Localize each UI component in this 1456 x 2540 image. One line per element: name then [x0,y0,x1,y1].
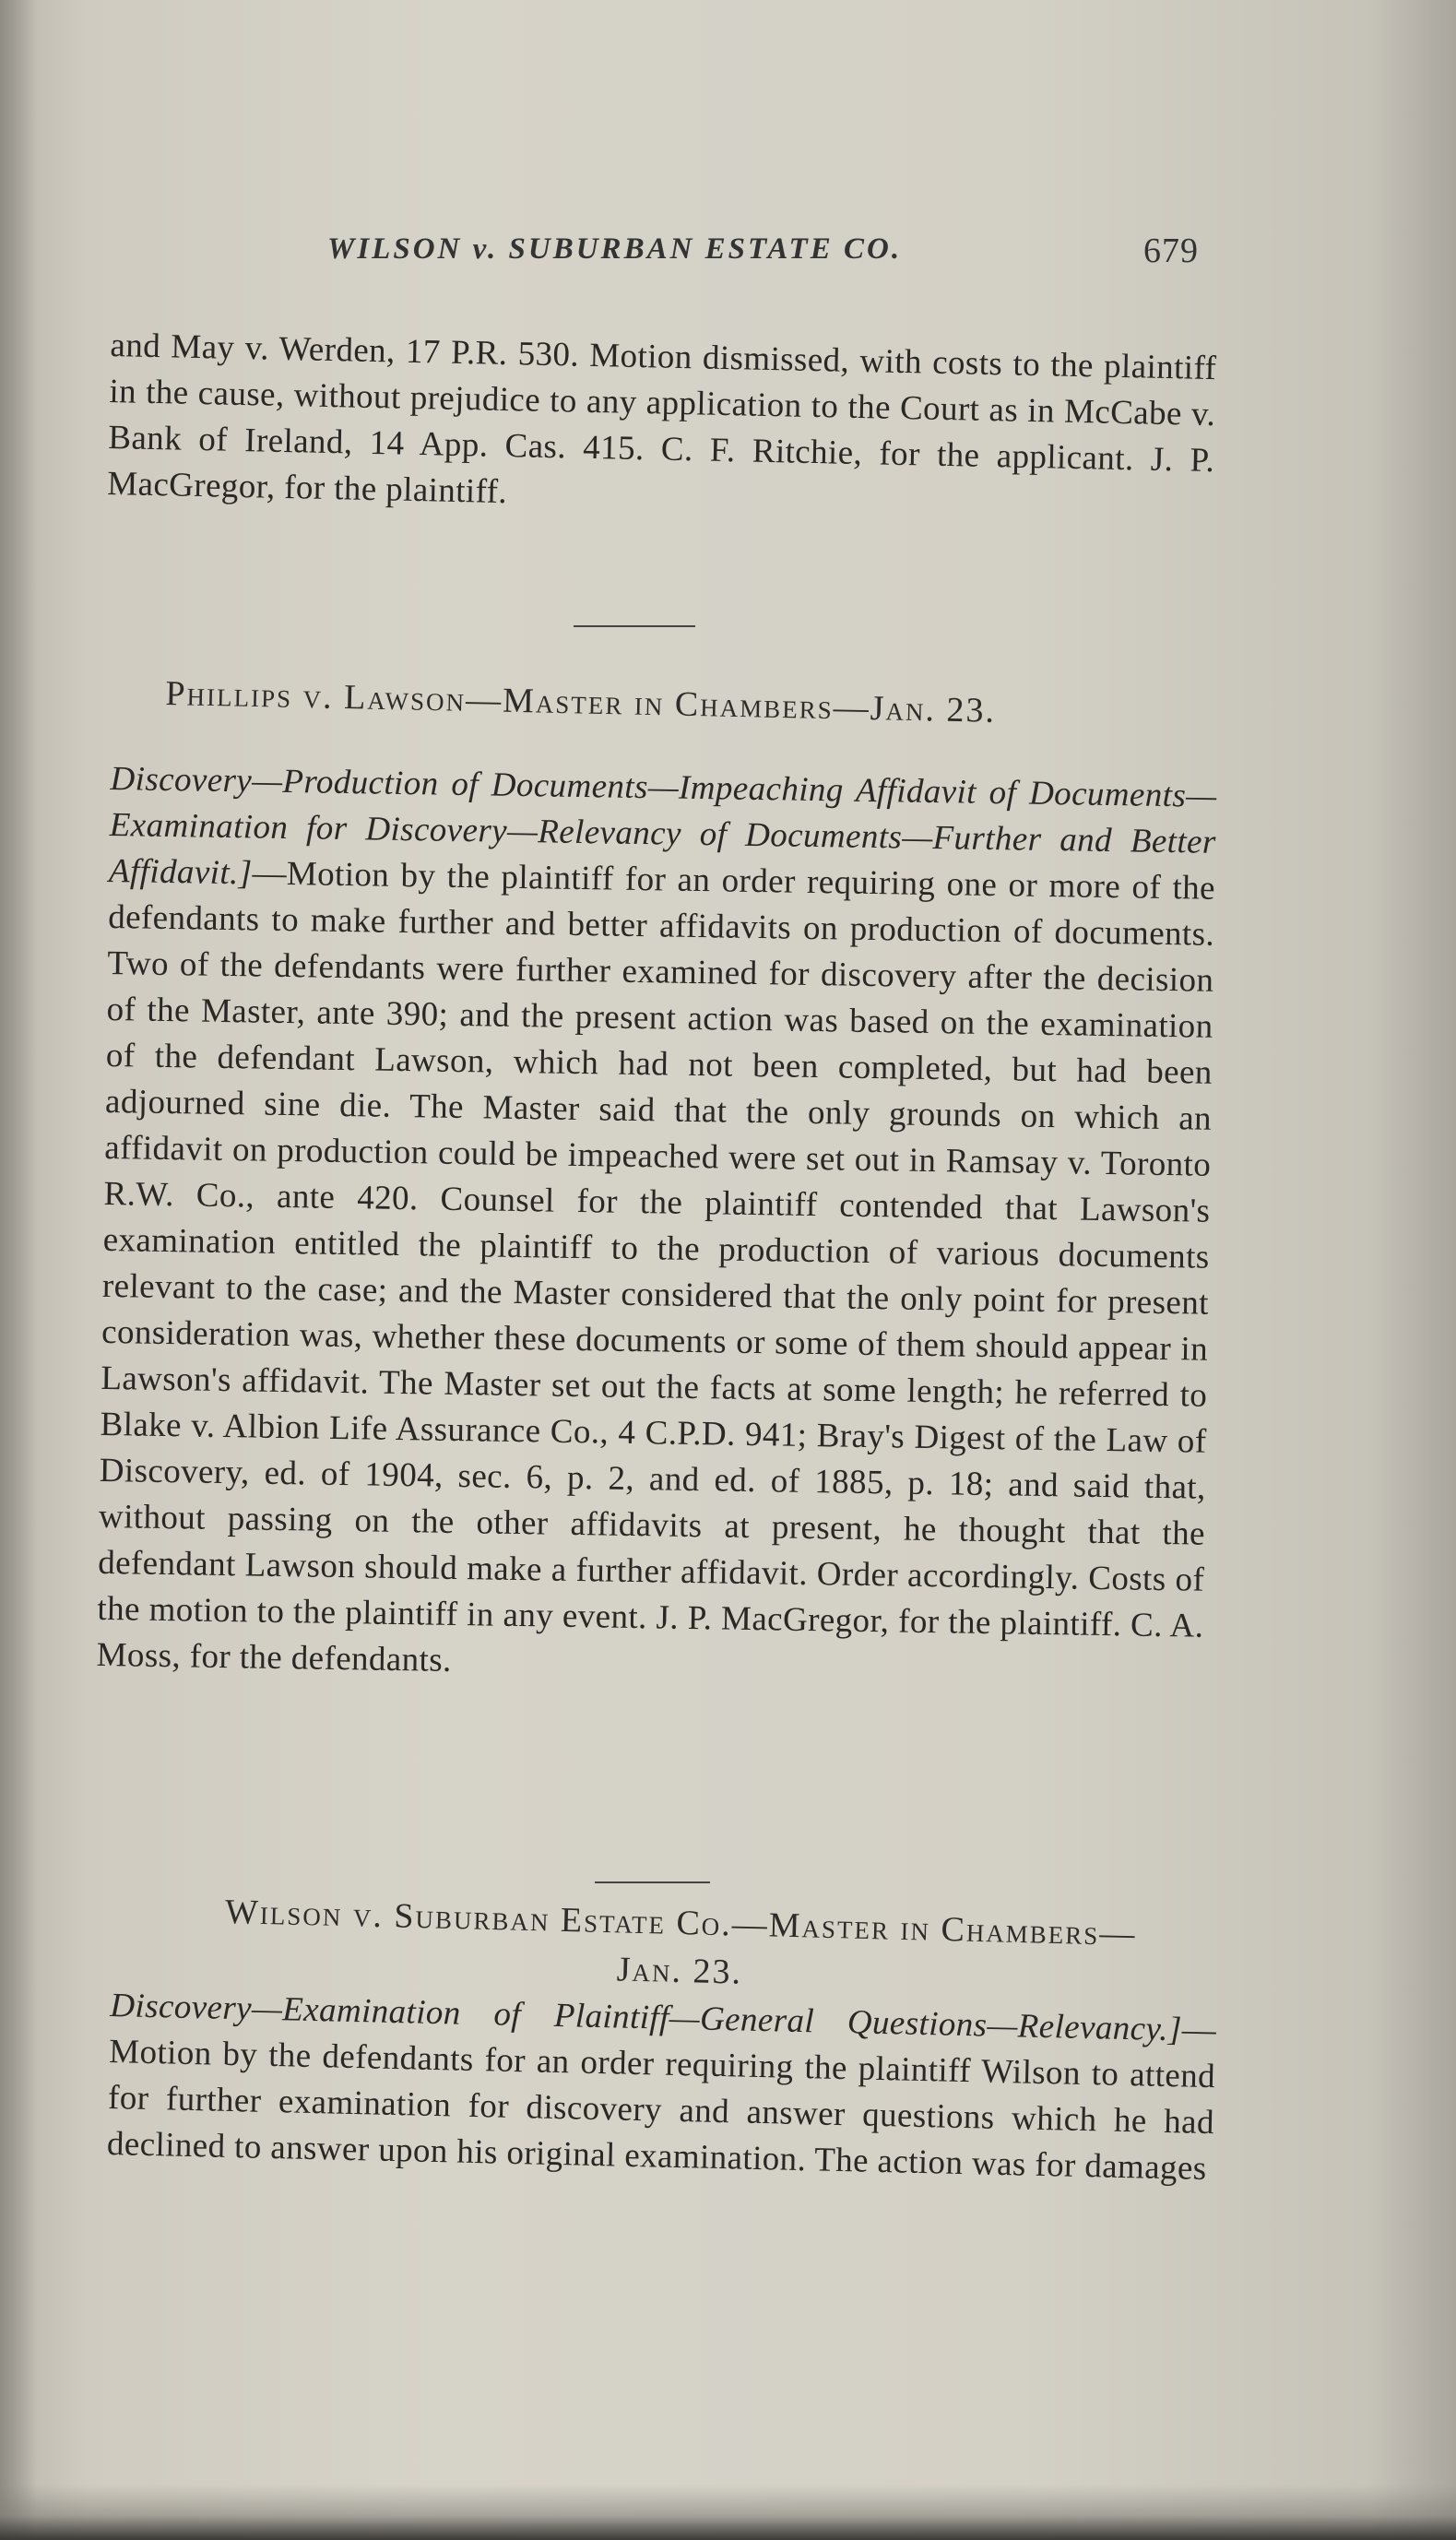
case-headnote: Discovery—Production of Documents—Impeaching Affidavit of Documents—Examination for Discovery—Relevancy of Documents—Further and Better Affidavit.] [108,759,1217,893]
case-paragraph-wilson [106,1983,1216,2192]
page-bottom-shadow [0,2485,1456,2540]
page-number: 679 [1143,231,1199,270]
case-heading-phillips: Phillips v. Lawson—Master in Chambers—Jan. 23. [165,673,997,730]
case-body: —Motion by the defendants for an order requiring the plaintiff Wilson to attend for further examination for discovery and answer questions which he had declined to answer upon his original examination. The action was for damages [106,2011,1217,2189]
case-heading-wilson [148,1849,1212,2008]
case-text [106,1983,1216,2192]
case-headnote: Discovery—Examination of Plaintiff—General Questions—Relevancy.] [109,1986,1183,2049]
page-gutter-shadow [0,0,37,2540]
running-head: WILSON v. SUBURBAN ESTATE CO. [327,232,903,266]
case-body: —Motion by the plaintiff for an order requiring one or more of the defendants to make further and better affidavits on production of documents. Two of the defendants were further examined for discovery after the decision of the Master, ante 390; and the present action was based on the examination of the defendant Lawson, which had not been completed, but had been adjourned sine die. The Master said that the only grounds on which an affidavit on production could be impeached were set out in Ramsay v. Toronto R.W. Co., ante 420. Counsel for the plaintiff contended that Lawson's examination entitled the plaintiff to the production of various documents relevant to the case; and the Master considered that the only point for present consideration was, whether these documents or some of them should appear in Lawson's affidavit. The Master set out the facts at some length; he referred to Blake v. Albion Life Assurance Co., 4 C.P.D. 941; Bray's Digest of the Law of Discovery, ed. of 1904, sec. 6, p. 2, and ed. of 1885, p. 18; and said that, without passing on the other affidavits at present, he thought that the defendant Lawson should make a further affidavit. Order accordingly. Costs of the motion to the plaintiff in any event. J. P. MacGregor, for the plaintiff. C. A. Moss, for the defendants. [96,854,1216,1679]
case-heading-line: Jan. 23. [616,1950,743,1992]
paragraph-continuation [107,323,1217,530]
section-divider [574,625,695,627]
case-heading-line: Wilson v. Suburban Estate Co.—Master in Chambers— [224,1892,1137,1954]
paragraph-text: and May v. Werden, 17 P.R. 530. Motion dismissed, with costs to the plaintiff in the cause, without prejudice to any application to the Court as in McCabe v. Bank of Ireland, 14 App. Cas. 415. C. F. Ritchie, for the applicant. J. P. MacGregor, for the plaintiff. [106,326,1217,512]
case-text [96,756,1217,1696]
case-paragraph-phillips [96,756,1217,1696]
